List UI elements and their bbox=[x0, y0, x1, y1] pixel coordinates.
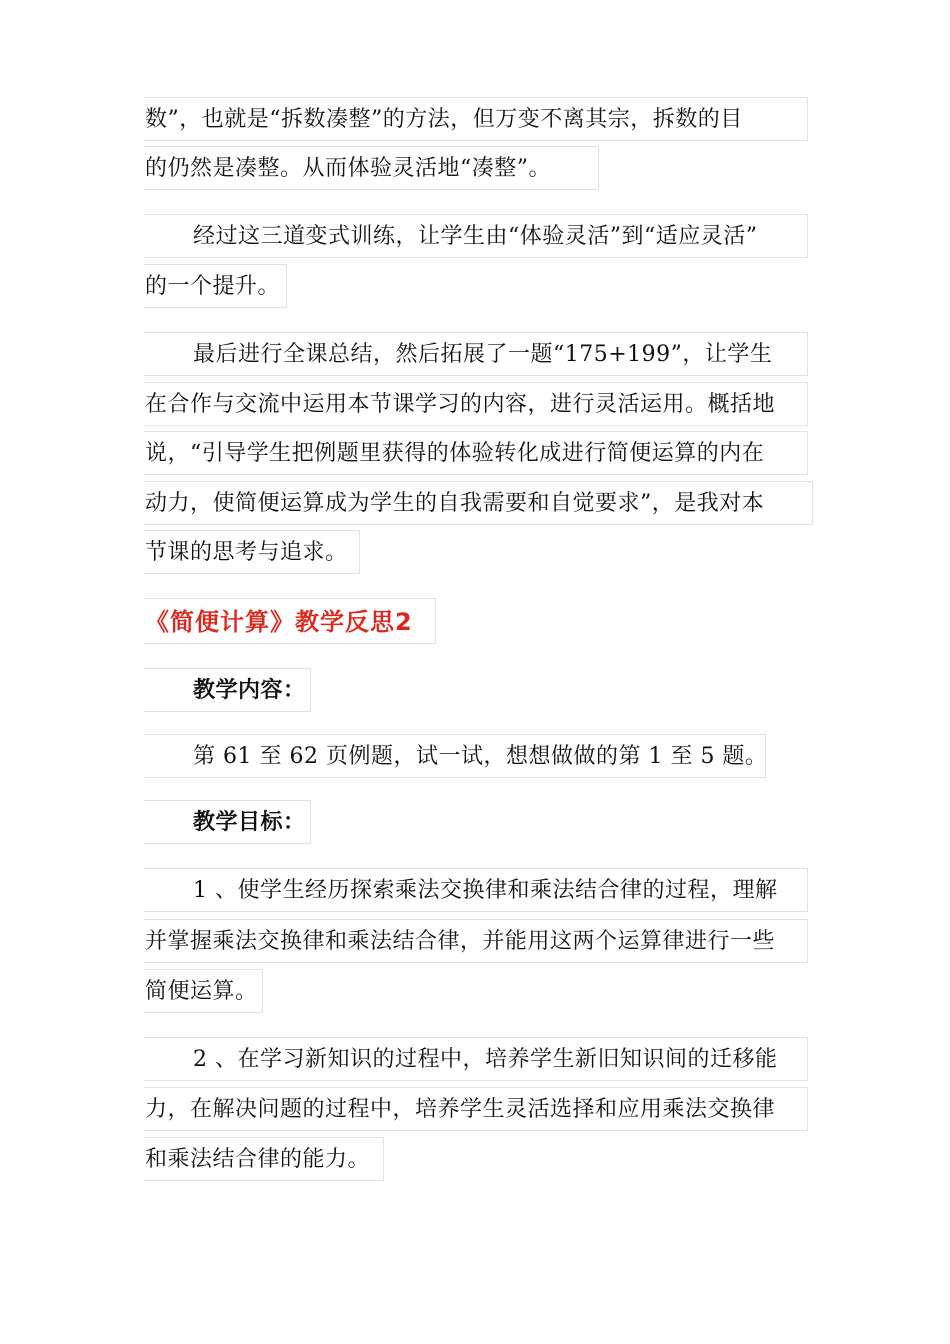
goal-1-line-2: 并掌握乘法交换律和乘法结合律，并能用这两个运算律进行一些 bbox=[144, 919, 808, 963]
paragraph-3-line-4: 动力，使简便运算成为学生的自我需要和自觉要求”，是我对本 bbox=[144, 481, 813, 525]
goal-1-line-3: 简便运算。 bbox=[144, 969, 263, 1013]
paragraph-2-line-1: 经过这三道变式训练，让学生由“体验灵活”到“适应灵活” bbox=[144, 214, 808, 258]
paragraph-1-line-2: 的仍然是凑整。从而体验灵活地“凑整”。 bbox=[144, 146, 599, 190]
paragraph-3-line-2: 在合作与交流中运用本节课学习的内容，进行灵活运用。概括地 bbox=[144, 382, 808, 426]
paragraph-2-line-2: 的一个提升。 bbox=[144, 264, 287, 308]
goal-2-line-2: 力，在解决问题的过程中，培养学生灵活选择和应用乘法交换律 bbox=[144, 1087, 808, 1131]
section-title: 《简便计算》教学反思2 bbox=[144, 598, 436, 644]
paragraph-3-line-5: 节课的思考与追求。 bbox=[144, 530, 360, 574]
goal-2-line-1: 2 、在学习新知识的过程中，培养学生新旧知识间的迁移能 bbox=[144, 1037, 808, 1081]
paragraph-3-line-3: 说，“引导学生把例题里获得的体验转化成进行简便运算的内在 bbox=[144, 431, 808, 475]
goal-2-line-3: 和乘法结合律的能力。 bbox=[144, 1137, 384, 1181]
goal-1-line-1: 1 、使学生经历探索乘法交换律和乘法结合律的过程，理解 bbox=[144, 868, 808, 912]
paragraph-3-line-1: 最后进行全课总结，然后拓展了一题“175+199”，让学生 bbox=[144, 332, 808, 376]
paragraph-1-line-1: 数”，也就是“拆数凑整”的方法，但万变不离其宗，拆数的目 bbox=[144, 97, 808, 141]
teaching-content-text: 第 61 至 62 页例题，试一试，想想做做的第 1 至 5 题。 bbox=[144, 734, 766, 778]
teaching-content-heading: 教学内容： bbox=[144, 668, 311, 712]
teaching-goals-heading: 教学目标： bbox=[144, 800, 311, 844]
